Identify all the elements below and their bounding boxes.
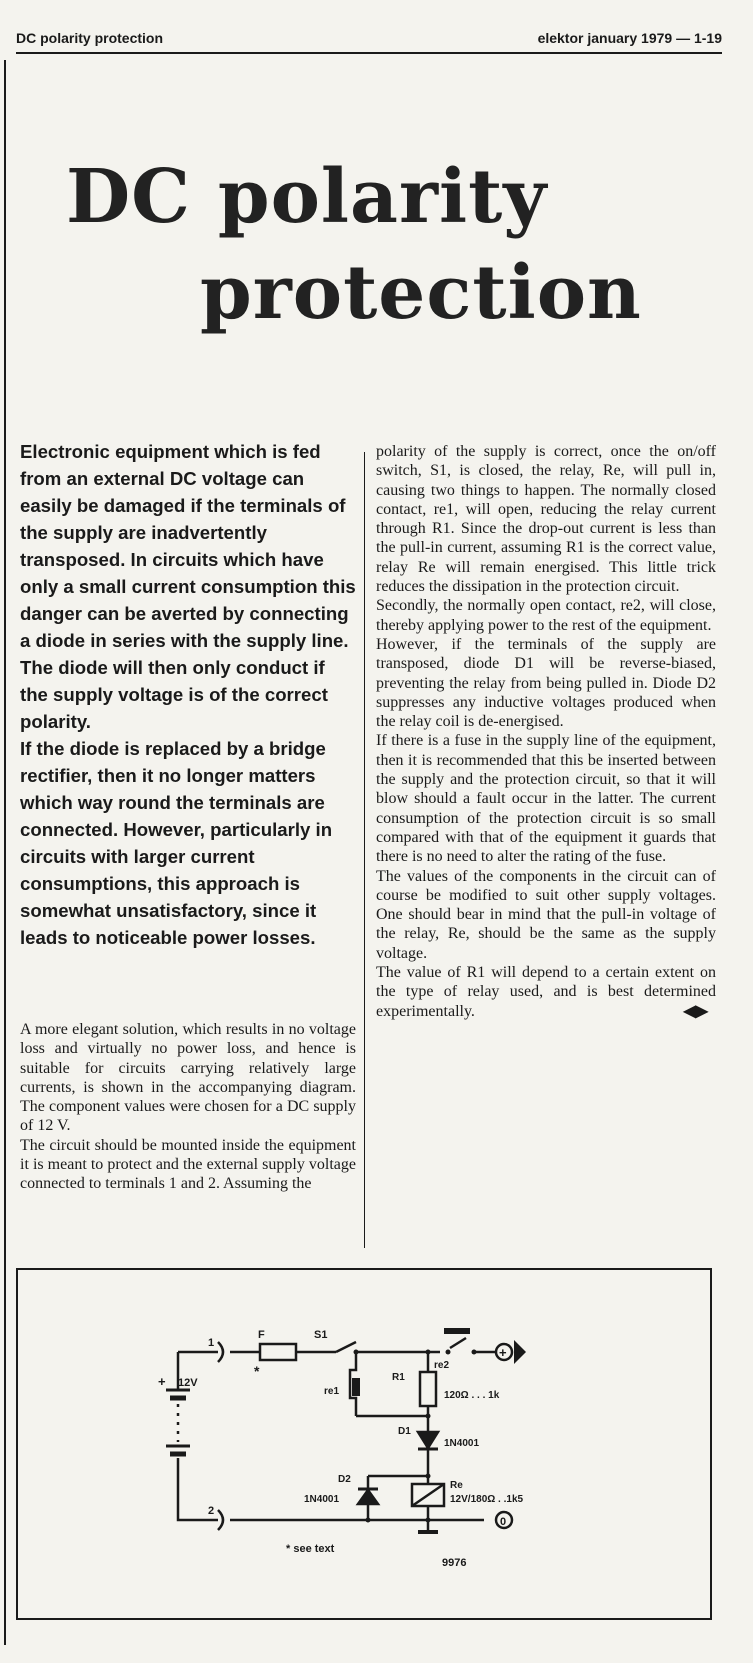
re2-dot-1 bbox=[446, 1350, 451, 1355]
fuse-symbol bbox=[260, 1344, 296, 1360]
junction-dot bbox=[366, 1518, 371, 1523]
label-switch: S1 bbox=[314, 1329, 328, 1341]
circuit-diagram bbox=[16, 1268, 712, 1620]
label-battery-voltage: 12V bbox=[178, 1377, 198, 1389]
re2-contact bbox=[450, 1338, 466, 1348]
label-d2-type: 1N4001 bbox=[304, 1494, 340, 1505]
label-d1-type: 1N4001 bbox=[444, 1438, 480, 1449]
label-figure-number: 9976 bbox=[442, 1557, 467, 1569]
label-output-plus: + bbox=[499, 1345, 507, 1360]
body-column-left bbox=[20, 1020, 356, 1194]
label-footnote: * see text bbox=[286, 1543, 335, 1555]
title-line-1: DC polarity bbox=[66, 154, 548, 240]
body-paragraph: If there is a fuse in the supply line of the equipment, then it is recommended that this be inserted between the supply and the protection circuit, so that it will blow should a fault occur in the latter. The current consumption of the protection circuit is so small compared with that of the equipment it guards that there is no need to alter the rating of the fuse. bbox=[376, 732, 716, 866]
junction-dot bbox=[354, 1350, 359, 1355]
body-paragraph: The values of the components in the circuit can of course be modified to suit other supply voltages. One should bear in mind that the pull-in voltage of the relay, Re, should be the same as the supply voltage. bbox=[376, 867, 716, 962]
junction-dot bbox=[426, 1474, 431, 1479]
body-paragraph: polarity of the supply is correct, once the on/off switch, S1, is closed, the relay, Re, will pull in, causing two things to happen. The normally closed contact, re1, will open, reducing the relay current through R1. Since the drop-out current is less than the pull-in current, assuming R1 is the correct value, relay Re will remain energised. This little trick reduces the dissipation in the protection circuit. bbox=[376, 443, 716, 596]
body-paragraph: Secondly, the normally open contact, re2, will close, thereby applying power to the rest of the equipment. bbox=[376, 597, 716, 634]
lead-text-1: Electronic equipment which is fed from an external DC voltage can easily be damaged if the terminals of the supply are inadvertently transposed. In circuits which have only a small current consumption this danger can be averted by connecting a diode in series with the supply line. The diode will then only conduct if the supply voltage is of the correct polarity. bbox=[20, 441, 356, 732]
label-r1: R1 bbox=[392, 1372, 405, 1383]
body-paragraph: The circuit should be mounted inside the equipment it is meant to protect and the external supply voltage connected to terminals 1 and 2. Assuming the bbox=[20, 1136, 356, 1193]
label-r1-value: 120Ω . . . 1k bbox=[444, 1390, 500, 1401]
label-relay-value: 12V/180Ω . .1k5 bbox=[450, 1494, 524, 1505]
re1-block bbox=[352, 1378, 360, 1396]
junction-dot bbox=[426, 1414, 431, 1419]
body-paragraph: However, if the terminals of the supply are transposed, diode D1 will be reverse-biased, preventing the relay from being pulled in. Diode D2 suppresses any inductive voltages produced when the relay coil is de-energised. bbox=[376, 635, 716, 731]
diode-d1 bbox=[418, 1432, 438, 1448]
label-re1: re1 bbox=[324, 1386, 340, 1397]
label-relay: Re bbox=[450, 1480, 463, 1491]
terminal-2-symbol bbox=[218, 1510, 223, 1530]
running-header bbox=[16, 26, 722, 54]
body-paragraph-last bbox=[376, 963, 716, 1021]
end-mark: ◀▶ bbox=[683, 1002, 708, 1020]
wire-r1-bottom bbox=[356, 1406, 428, 1416]
section-title: DC polarity protection bbox=[16, 30, 164, 46]
circuit-schematic bbox=[18, 1270, 714, 1622]
re2-bar bbox=[444, 1328, 470, 1334]
label-output-zero: 0 bbox=[500, 1516, 507, 1528]
margin-rule bbox=[4, 60, 6, 1645]
switch-s1-blade bbox=[336, 1342, 356, 1352]
title-line-2: protection bbox=[200, 250, 642, 336]
column-rule bbox=[364, 452, 365, 1248]
junction-dot bbox=[426, 1350, 431, 1355]
label-battery-plus: + bbox=[158, 1374, 166, 1389]
label-fuse: F bbox=[258, 1329, 265, 1341]
output-arrow bbox=[514, 1340, 526, 1364]
label-terminal-2: 2 bbox=[208, 1505, 215, 1517]
relay-coil-diagonal bbox=[412, 1484, 444, 1506]
lead-paragraph bbox=[20, 438, 356, 951]
resistor-r1 bbox=[420, 1372, 436, 1406]
publication-info: elektor january 1979 — 1-19 bbox=[537, 30, 722, 46]
body-column-right bbox=[376, 442, 716, 1021]
terminal-1-symbol bbox=[218, 1342, 223, 1362]
junction-dot bbox=[426, 1518, 431, 1523]
label-terminal-1: 1 bbox=[208, 1337, 215, 1349]
lead-text-2: If the diode is replaced by a bridge rectifier, then it no longer matters which way round the terminals are connected. However, particularly in circuits with larger current consumptions, this approach is somewhat unsatisfactory, since it leads to noticeable power losses. bbox=[20, 738, 333, 948]
re2-dot-2 bbox=[472, 1350, 477, 1355]
label-re2: re2 bbox=[434, 1360, 450, 1371]
body-paragraph: A more elegant solution, which results in no voltage loss and virtually no power loss, and hence is suitable for circuits carrying relatively large currents, is shown in the accompanying diagram. The component values were chosen for a DC supply of 12 V. bbox=[20, 1021, 356, 1135]
last-paragraph-text: The value of R1 will depend to a certain extent on the type of relay used, and is best determined experimentally. bbox=[376, 964, 716, 1020]
diode-d2 bbox=[358, 1490, 378, 1504]
label-d1: D1 bbox=[398, 1426, 411, 1437]
label-fuse-mark: * bbox=[254, 1363, 260, 1379]
label-d2: D2 bbox=[338, 1474, 351, 1485]
